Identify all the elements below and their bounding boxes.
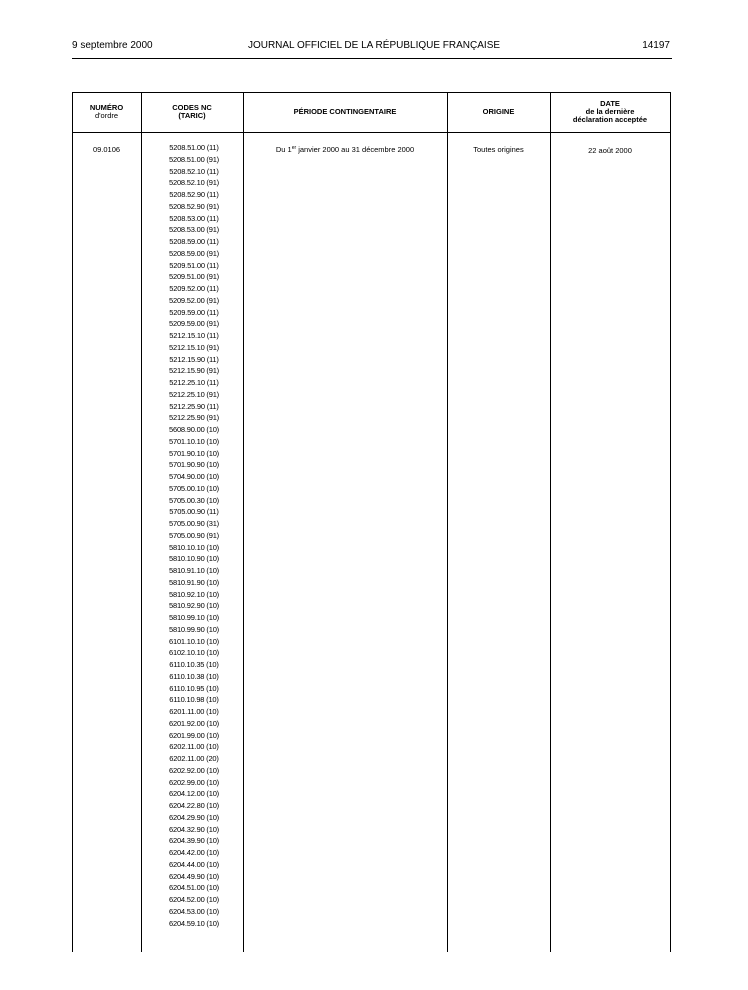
code-nc-item: 5208.51.00 (11) [169,143,219,152]
code-nc-item: 6204.49.90 (10) [169,871,219,881]
code-nc-item: 5810.99.90 (10) [169,624,219,634]
code-nc-item: 5208.53.00 (91) [169,225,219,235]
column-divider [141,92,142,952]
table-border-left [72,92,73,952]
code-nc-item: 5810.99.10 (10) [169,613,219,622]
code-nc-item: 5212.25.10 (91) [169,389,219,399]
code-nc-item: 6201.92.00 (10) [169,718,219,728]
code-nc-item: 6204.42.00 (10) [169,848,219,857]
header-row-divider [72,132,671,133]
code-nc-item: 5212.15.90 (91) [169,366,219,376]
code-nc-item: 5704.90.00 (10) [169,472,219,481]
code-nc-item: 6201.99.00 (10) [169,730,219,740]
code-nc-item: 5705.00.90 (31) [169,519,219,528]
codes-nc-list [144,142,244,929]
column-divider [447,92,448,952]
code-nc-item: 6102.10.10 (10) [169,648,219,658]
header-rule [72,58,672,59]
page-number: 14197 [642,40,670,51]
column-header-date: DATE de la dernière déclaration acceptée [572,99,648,124]
code-nc-item: 6204.32.90 (10) [169,824,219,834]
code-nc-item: 6202.99.00 (10) [169,777,219,787]
code-nc-item: 5810.92.10 (10) [169,589,219,599]
code-nc-item: 6101.10.10 (10) [169,636,219,646]
quota-table [72,92,671,952]
code-nc-item: 6202.92.00 (10) [169,765,219,775]
header-date: 9 septembre 2000 [72,40,153,51]
table-border-right [670,92,671,952]
code-nc-item: 6202.11.00 (20) [169,754,219,763]
code-nc-item: 6204.44.00 (10) [169,859,219,869]
code-nc-item: 6110.10.38 (10) [169,671,219,681]
code-nc-item: 5810.91.90 (10) [169,577,219,587]
code-nc-item: 6204.59.10 (10) [169,918,219,928]
periode-contingentaire: Du 1er janvier 2000 au 31 décembre 2000 [275,145,415,154]
code-nc-item: 5209.51.00 (91) [169,272,219,282]
code-nc-item: 5810.91.10 (10) [169,566,219,575]
code-nc-item: 5810.10.90 (10) [169,554,219,564]
code-nc-item: 5208.52.10 (11) [169,166,219,176]
code-nc-item: 5209.52.00 (91) [169,295,219,305]
code-nc-item: 5208.52.10 (91) [169,178,219,188]
code-nc-item: 6204.39.90 (10) [169,836,219,846]
code-nc-item: 5209.59.00 (11) [169,307,219,317]
code-nc-item: 5212.15.10 (11) [169,331,219,340]
code-nc-item: 5701.10.10 (10) [169,436,219,446]
code-nc-item: 5705.00.90 (91) [169,530,219,540]
column-header-codes: CODES NC (TARIC) [172,103,212,120]
code-nc-item: 5701.90.90 (10) [169,460,219,470]
code-nc-item: 5208.59.00 (11) [169,237,219,246]
code-nc-item: 5810.10.10 (10) [169,542,219,552]
column-header-origine: ORIGINE [482,107,515,116]
code-nc-item: 5212.15.90 (11) [169,354,219,364]
code-nc-item: 6110.10.95 (10) [169,683,219,693]
code-nc-item: 5212.25.10 (11) [169,378,219,387]
code-nc-item: 6204.53.00 (10) [169,906,219,916]
code-nc-item: 5212.15.10 (91) [169,342,219,352]
code-nc-item: 5208.59.00 (91) [169,248,219,258]
code-nc-item: 5208.52.90 (11) [169,190,219,199]
code-nc-item: 6204.29.90 (10) [169,812,219,822]
code-nc-item: 5608.90.00 (10) [169,425,219,434]
column-header-numero: NUMÉRO d'ordre [89,103,124,120]
code-nc-item: 5705.00.90 (11) [169,507,219,517]
code-nc-item: 5705.00.10 (10) [169,483,219,493]
code-nc-item: 5212.25.90 (91) [169,413,219,423]
code-nc-item: 6110.10.35 (10) [169,660,219,669]
code-nc-item: 6204.52.00 (10) [169,895,219,904]
column-divider [550,92,551,952]
code-nc-item: 6204.22.80 (10) [169,801,219,810]
code-nc-item: 5208.53.00 (11) [169,213,219,223]
date-derniere-declaration: 22 août 2000 [588,146,632,155]
code-nc-item: 5810.92.90 (10) [169,601,219,611]
journal-title: JOURNAL OFFICIEL DE LA RÉPUBLIQUE FRANÇAISE [247,40,501,51]
code-nc-item: 5212.25.90 (11) [169,401,219,411]
code-nc-item: 5209.52.00 (11) [169,284,219,293]
numero-ordre: 09.0106 [92,145,121,154]
column-header-periode: PÉRIODE CONTINGENTAIRE [293,107,397,116]
code-nc-item: 6202.11.00 (10) [169,742,219,752]
code-nc-item: 6201.11.00 (10) [169,707,219,716]
code-nc-item: 6204.12.00 (10) [169,789,219,799]
code-nc-item: 5209.51.00 (11) [169,260,219,270]
code-nc-item: 5208.52.90 (91) [169,201,219,211]
code-nc-item: 5701.90.10 (10) [169,448,219,458]
code-nc-item: 6204.51.00 (10) [169,883,219,893]
code-nc-item: 6110.10.98 (10) [169,695,219,705]
code-nc-item: 5209.59.00 (91) [169,319,219,329]
code-nc-item: 5705.00.30 (10) [169,495,219,505]
code-nc-item: 5208.51.00 (91) [169,154,219,164]
origine: Toutes origines [473,145,524,154]
